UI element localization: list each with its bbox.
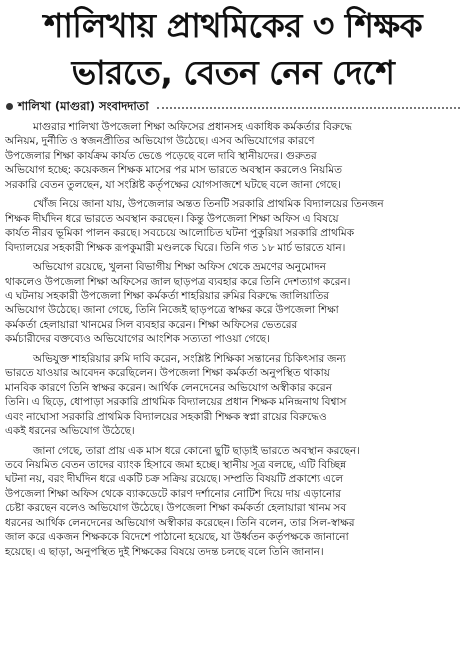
paragraph-line: মানবিক কারণে তিনি স্বাক্ষর করেন। আর্থিক লেনদেনের অভিযোগ অস্বীকার করেন bbox=[5, 381, 332, 394]
dotted-rule bbox=[157, 107, 460, 109]
paragraph-line: কার্যত নীরব ভূমিকা পালন করছে। সবচেয়ে আলোচিত ঘটনা পুকুরিয়া সরকারি প্রাথমিক bbox=[5, 227, 355, 240]
headline-line-1: শালিখায় প্রাথমিকের ৩ শিক্ষক bbox=[43, 6, 423, 45]
article-body bbox=[5, 120, 461, 564]
paragraph-line: অভিযোগ উঠেছে। জানা গেছে, তিনি নিজেই ছাড়পত্রে স্বাক্ষর করে উপজেলা শিক্ষা bbox=[5, 304, 339, 317]
paragraph-line: উপজেলার শিক্ষা কার্যক্রম কার্যত ভেঙে পড়েছে বলে দাবি স্থানীয়দের। গুরুতর bbox=[5, 149, 317, 162]
paragraph-line: থাকলেও উপজেলা শিক্ষা অফিসের জাল ছাড়পত্র ব্যবহার করে তিনি দেশত্যাগ করেন। bbox=[5, 275, 351, 288]
paragraph-line: অভিযোগ হচ্ছে: কয়েকজন শিক্ষক মাসের পর মাস ভারতে অবস্থান করলেও নিয়মিত bbox=[5, 164, 343, 177]
paragraph-line: অভিযুক্ত শাহরিয়ার রুমি দাবি করেন, সংশ্লিষ্ট শিক্ষিকা সন্তানের চিকিৎসার জন্য bbox=[33, 352, 346, 365]
paragraph-line: ভারতে যাওয়ার আবেদন করেছিলেন। উপজেলা শিক্ষা কর্মকর্তা অনুপস্থিত থাকায় bbox=[5, 367, 330, 380]
byline-text: শালিখা (মাগুরা) সংবাদদাতা bbox=[18, 99, 149, 113]
article-paragraph bbox=[5, 197, 461, 255]
paragraph-line: কর্মচারীদের বক্তব্যেও অভিযোগের আংশিক সত্যতা পাওয়া গেছে। bbox=[5, 333, 270, 346]
paragraph-line: হয়েছে। এ ছাড়া, অনুপস্থিত দুই শিক্ষকের বিষয়ে তদন্ত চলছে বলে তিনি জানান। bbox=[5, 545, 324, 558]
paragraph-line: এ ঘটনায় সহকারী উপজেলা শিক্ষা কর্মকর্তা শাহরিয়ার রুমির বিরুদ্ধে জালিয়াতির bbox=[5, 289, 330, 302]
paragraph-line: এবং নাঘোসা সরকারি প্রাথমিক বিদ্যালয়ের সহকারী শিক্ষক স্বপ্না রায়ের বিরুদ্ধেও bbox=[5, 410, 327, 423]
paragraph-line: জানা গেছে, তারা প্রায় এক মাস ধরে কোনো ছুটি ছাড়াই ভারতে অবস্থান করছেন। bbox=[33, 444, 361, 457]
headline-line-2: ভারতে, বেতন নেন দেশে bbox=[71, 53, 395, 92]
paragraph-line: তবে নিয়মিত বেতন তাদের ব্যাংক হিসাবে জমা হচ্ছে। স্থানীয় সূত্র বলছে, এটি বিচ্ছিন্ন bbox=[5, 458, 347, 471]
paragraph-line: কর্মকর্তা হেলায়ারা খানমের সিল ব্যবহার করেন। শিক্ষা অফিসের ভেতরের bbox=[5, 318, 298, 331]
paragraph-line: জাল করে একজন শিক্ষককে বিদেশে পাঠানো হয়েছে, যা উর্ধ্বতন কর্তৃপক্ষকে জানানো bbox=[5, 531, 349, 544]
paragraph-line: চেষ্টা করছেন বলেও অভিযোগ উঠেছে। উপজেলা শিক্ষা কর্মকর্তা হেলায়ারা খানম সব bbox=[5, 502, 347, 515]
paragraph-line: একই ধরনের অভিযোগ উঠেছে। bbox=[5, 425, 135, 438]
article-paragraph bbox=[5, 352, 461, 439]
paragraph-line: বিদ্যালয়ের সহকারী শিক্ষক রূপকুমারী মণ্ডলকে ঘিরে। তিনি গত ১৮ মার্চ ভারতে যান। bbox=[5, 241, 346, 254]
paragraph-line: শিক্ষক দীর্ঘদিন ধরে ভারতে অবস্থান করছেন। কিন্তু উপজেলা শিক্ষা অফিস এ বিষয়ে bbox=[5, 212, 339, 225]
article-paragraph bbox=[5, 120, 461, 192]
paragraph-line: অভিযোগ রয়েছে, খুলনা বিভাগীয় শিক্ষা অফিস থেকে ভ্রমণের অনুমোদন bbox=[33, 261, 326, 274]
paragraph-line: ঘটনা নয়, বরং দীর্ঘদিন ধরে একটি চক্র সক্রিয় রয়েছে। সম্প্রতি বিষয়টি প্রকাশ্যে এলে bbox=[5, 473, 344, 486]
paragraph-line: মাগুরার শালিখা উপজেলা শিক্ষা অফিসের প্রধানসহ একাধিক কর্মকর্তার বিরুদ্ধে bbox=[33, 121, 352, 133]
article-paragraph bbox=[5, 444, 461, 560]
article-paragraph bbox=[5, 260, 461, 347]
paragraph-line: সরকারি বেতন তুলছেন, যা সংশ্লিষ্ট কর্তৃপক্ষের যোগসাজশে ঘটছে বলে জানা গেছে। bbox=[5, 178, 341, 191]
paragraph-line: অনিয়ম, দুর্নীতি ও স্বজনপ্রীতির অভিযোগ উঠেছে। এসব অভিযোগের কারণে bbox=[5, 135, 315, 148]
headline bbox=[0, 2, 466, 96]
paragraph-line: ধরনের আর্থিক লেনদেনের অভিযোগ অস্বীকার করেছেন। তিনি বলেন, তার সিল-স্বাক্ষর bbox=[5, 516, 355, 529]
bullet-icon bbox=[6, 103, 13, 110]
paragraph-line: তিনি। এ ছিড়ে, ধোপাড়া সরকারি প্রাথমিক বিদ্যালয়ের প্রধান শিক্ষক মনিন্দ্রনাথ বিশ্বাস bbox=[5, 396, 347, 409]
byline bbox=[6, 99, 460, 114]
paragraph-line: উপজেলা শিক্ষা অফিস থেকে ব্যাকডেটে কারণ দর্শানোর নোটিশ দিয়ে দায় এড়ানোর bbox=[5, 487, 342, 500]
paragraph-line: খোঁজ নিয়ে জানা যায়, উপজেলার অন্তত তিনটি সরকারি প্রাথমিক বিদ্যালয়ের তিনজন bbox=[33, 198, 384, 211]
